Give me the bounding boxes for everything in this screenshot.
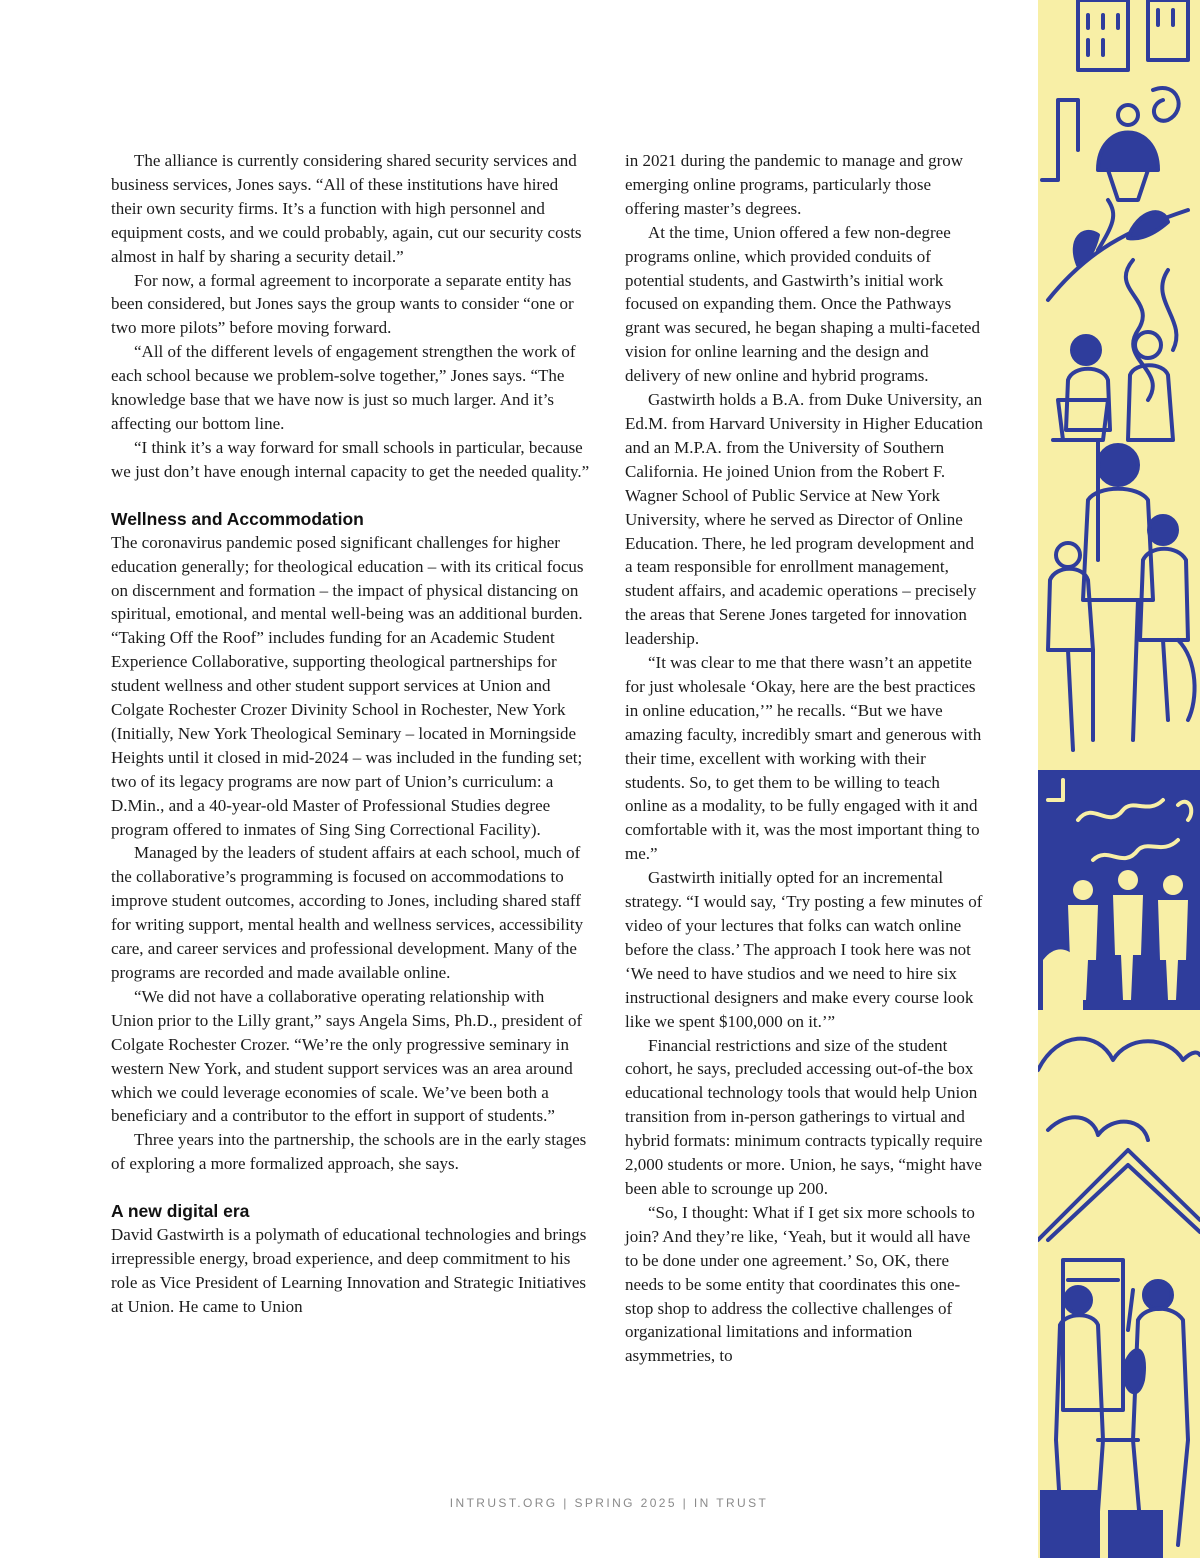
paragraph: “We did not have a collaborative operating relationship with Union prior to the Lilly grant,” says Angela Sims, Ph.D., president of Colgate Rochester Crozer. “We’re the only progressive seminary in western New York, and student support services was an area around which we could leverage economies of scale. We’ve been both a beneficiary and a contributor to the effort in support of students.” xyxy=(111,986,583,1126)
paragraph: Financial restrictions and size of the student cohort, he says, precluded accessing out-of-the box educational technology tools that would help Union transition from in-person gatherings to virtual and hybrid formats: minimum contracts typically require 2,000 students or more. Union, he says, “might have been able to scrounge up 200. xyxy=(625,1035,983,1198)
paragraph: Managed by the leaders of student affairs at each school, much of the collaborative’s programming is focused on accommodations to improve student outcomes, according to Jones, including shared staff for writing support, mental health and wellness services, accessibility care, and career services and professional development. Many of the programs are recorded and made available online. xyxy=(111,843,584,982)
paragraph: Gastwirth initially opted for an incremental strategy. “I would say, ‘Try posting a few minutes of video of your lectures that folks can watch online before the class.’ The approach I took here was not ‘We need to have studios and we need to hire six instructional designers and make every course look like we spent $100,000 on it.’” xyxy=(625,868,983,1031)
paragraph: “All of the different levels of engagement strengthen the work of each school because we problem-solve together,” Jones says. “The knowledge base that we have now is just so much larger. And it’s affecting our bottom line. xyxy=(111,342,576,433)
paragraph: At the time, Union offered a few non-degree programs online, which provided conduits of potential students, and Gastwirth’s initial work focused on expanding them. Once the Pathways grant was secured, he began shaping a multi-faceted vision for online learning and the design and delivery of new online and hybrid programs. xyxy=(625,222,980,386)
left-column xyxy=(111,149,591,1319)
right-column xyxy=(625,149,985,1368)
paragraph: David Gastwirth is a polymath of educational technologies and brings irrepressible energy, broad experience, and deep commitment to his role as Vice President of Learning Innovation and Strategic Initiatives at Union. He came to Union xyxy=(111,1225,587,1316)
paragraph: “I think it’s a way forward for small schools in particular, because we just don’t have enough internal capacity to get the needed quality.” xyxy=(111,437,590,481)
paragraph: The alliance is currently considering shared security services and business services, Jones says. “All of these institutions have hired their own security firms. It’s a function with high personnel and equipment costs, and we could probably, again, cut our security costs almost in half by sharing a security detail.” xyxy=(111,151,582,266)
paragraph: Gastwirth holds a B.A. from Duke University, an Ed.M. from Harvard University in Higher Education and an M.P.A. from the University of Southern California. He joined Union from the Robert F. Wagner School of Public Service at New York University, where he served as Director of Online Education. There, he led program development and a team responsible for enrollment management, student affairs, and academic operations – precisely the areas that Serene Jones targeted for innovation leadership. xyxy=(625,390,983,649)
paragraph: “It was clear to me that there wasn’t an appetite for just wholesale ‘Okay, here are the best practices in online education,’” he recalls. “But we have amazing faculty, incredibly smart and generous with their time, excellent with working with their students. So, to get them to be willing to teach online as a modality, to be fully engaged with it and comfortable with it, was the most important thing to me.” xyxy=(625,653,982,864)
paragraph: in 2021 during the pandemic to manage and grow emerging online programs, particularly those offering master’s degrees. xyxy=(625,151,964,218)
page-footer: INTRUST.ORG | SPRING 2025 | IN TRUST xyxy=(449,1496,769,1510)
paragraph: The coronavirus pandemic posed significant challenges for higher education generally; for theological education – with its critical focus on discernment and formation – the impact of physical distancing on spiritual, emotional, and mental well-being was an additional burden. “Taking Off the Roof” includes funding for an Academic Student Experience Collaborative, supporting theological partnerships for student wellness and other student support services at Union and Colgate Rochester Crozer Divinity School in Rochester, New York (Initially, New York Theological Seminary – located in Morningside Heights until it closed in mid-2024 – was included in the funding set; two of its legacy programs are now part of Union’s curriculum: a D.Min., and a 40-year-old Master of Professional Studies degree program offered to inmates of Sing Sing Correctional Facility). xyxy=(111,532,584,839)
section-heading-wellness: Wellness and Accommodation xyxy=(111,508,364,529)
decorative-illustration-strip xyxy=(1038,0,1200,1558)
paragraph: Three years into the partnership, the schools are in the early stages of exploring a more formalized approach, she says. xyxy=(111,1130,587,1174)
paragraph: For now, a formal agreement to incorporate a separate entity has been considered, but Jones says the group wants to consider “one or two more pilots” before moving forward. xyxy=(111,270,574,338)
paragraph: “So, I thought: What if I get six more schools to join? And they’re like, ‘Yeah, but it would all have to be done under one agreement.’ So, OK, there needs to be some entity that coordinates this one-stop shop to address the collective challenges of organizational limitations and information asymmetries, to xyxy=(625,1202,975,1366)
section-heading-digital-era: A new digital era xyxy=(111,1201,250,1222)
